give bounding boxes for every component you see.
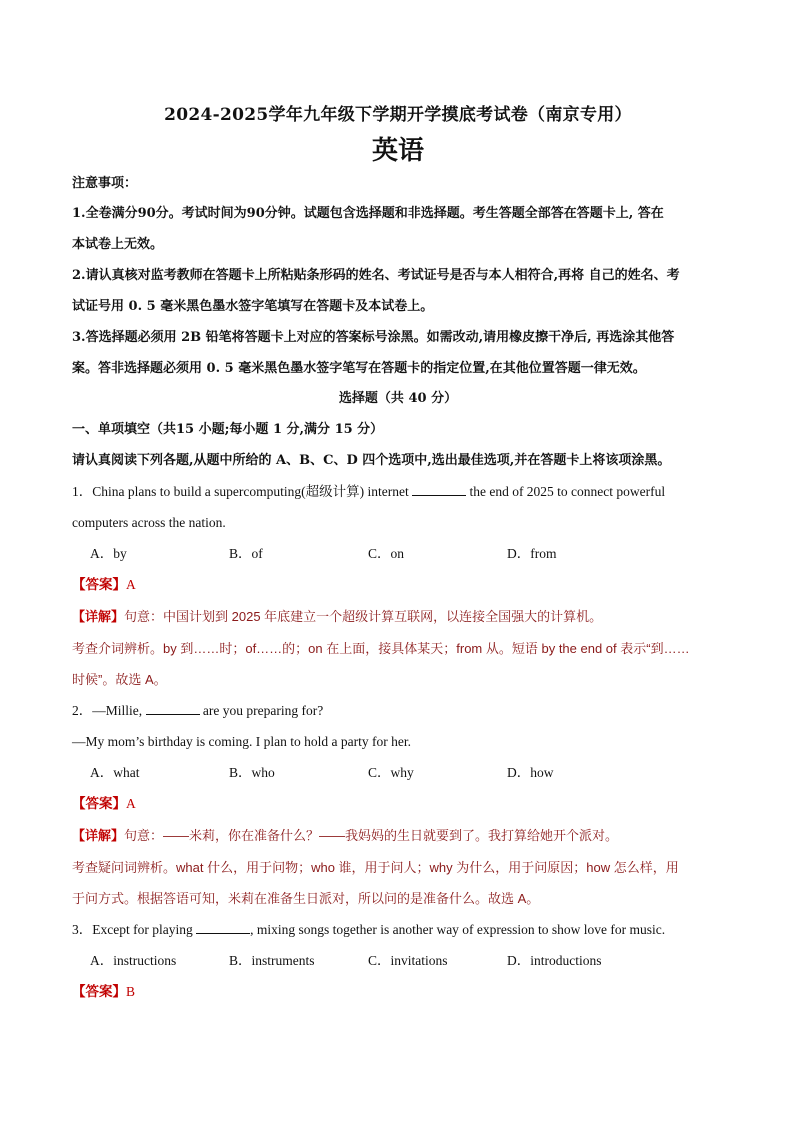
answer-tag: 【答案】: [72, 577, 126, 593]
option-d: D．from: [507, 546, 557, 561]
answer-line: [72, 788, 724, 820]
question-3: [72, 914, 724, 1008]
exam-title: 2024-2025学年九年级下学期开学摸底考试卷（南京专用）: [164, 105, 632, 125]
option-a: A．by: [90, 546, 127, 561]
option-b: B．of: [229, 546, 263, 561]
question-1: [72, 476, 724, 695]
notice-item-2-line-1: 2.请认真核对监考教师在答题卡上所粘贴条形码的姓名、考试证号是否与本人相符合,再将 自己的姓名、考: [72, 268, 680, 283]
answer-value: A: [126, 796, 136, 811]
stem-part: are you preparing for?: [199, 703, 324, 718]
question-stem: [72, 914, 724, 945]
option-row: [72, 945, 724, 976]
option-d: D．introductions: [507, 953, 602, 968]
blank-line: [412, 483, 466, 496]
question-stem: [72, 695, 724, 726]
detail-line-2: 考查介词辨析。by 到……时；of……的；on 在上面，接具体某天；from 从。短语 by the end of 表示“到……: [72, 641, 690, 656]
answer-tag: 【答案】: [72, 984, 126, 1000]
detail-text: 句意：中国计划到 2025 年底建立一个超级计算互联网，以连接全国强大的计算机。: [124, 609, 603, 624]
answer-line: [72, 976, 724, 1008]
blank-line: [196, 921, 250, 934]
blank-line: [146, 702, 200, 715]
detail-line-3: 于问方式。根据答语可知，米莉在准备生日派对，所以问的是准备什么。故选 A。: [72, 891, 540, 906]
part-instruction: 请认真阅读下列各题,从题中所给的 A、B、C、D 四个选项中,选出最佳选项,并在答题卡上将该项涂黑。: [72, 453, 671, 468]
detail-line-1: [72, 820, 724, 852]
stem-part: , mixing songs together is another way of expression to show love for music.: [250, 922, 666, 937]
option-b: B．who: [229, 765, 275, 780]
section-title: 选择题（共 40 分）: [338, 391, 458, 406]
detail-line-3: 时候”。故选 A。: [72, 672, 167, 687]
detail-line-2: 考查疑问词辨析。what 什么，用于问物；who 谁，用于问人；why 为什么，用于问原因；how 怎么样，用: [72, 860, 679, 875]
part-heading: 一、单项填空（共15 小题;每小题 1 分,满分 15 分）: [72, 422, 384, 437]
stem-part: 1．China plans to build a supercomputing(超级计算) internet: [72, 484, 413, 499]
answer-line: [72, 569, 724, 601]
detail-line-1: [72, 601, 724, 633]
exam-page: [72, 104, 724, 1008]
option-row: [72, 538, 724, 569]
stem-part: the end of 2025 to connect powerful: [466, 484, 666, 499]
option-a: A．what: [90, 765, 140, 780]
notice-item-2-line-2: 试证号用 0. 5 毫米黑色墨水签字笔填写在答题卡及本试卷上。: [72, 299, 434, 314]
option-b: B．instruments: [229, 953, 315, 968]
notice-item-1-line-2: 本试卷上无效。: [72, 237, 164, 252]
notice-heading: 注意事项：: [72, 176, 138, 191]
answer-value: A: [126, 577, 136, 592]
option-c: C．on: [368, 546, 405, 561]
subject-title: 英语: [371, 136, 424, 166]
stem-part: 2．—Millie,: [72, 703, 146, 718]
option-d: D．how: [507, 765, 554, 780]
answer-tag: 【答案】: [72, 796, 126, 812]
option-row: [72, 757, 724, 788]
detail-text: 句意：——米莉，你在准备什么？——我妈妈的生日就要到了。我打算给她开个派对。: [124, 828, 619, 843]
question-2: [72, 695, 724, 914]
notice-item-3-line-1: 3.答选择题必须用 2B 铅笔将答题卡上对应的答案标号涂黑。如需改动,请用橡皮擦干净后, 再选涂其他答: [72, 330, 675, 345]
option-c: C．why: [368, 765, 414, 780]
option-c: C．invitations: [368, 953, 448, 968]
detail-tag: 【详解】: [72, 610, 125, 625]
notice-item-1-line-1: 1.全卷满分90分。考试时间为90分钟。试题包含选择题和非选择题。考生答题全部答在答题卡上, 答在: [72, 206, 664, 221]
stem-part: 3．Except for playing: [72, 922, 197, 937]
question-stem: [72, 476, 724, 507]
answer-value: B: [126, 984, 136, 999]
question-stem-continued: computers across the nation.: [72, 515, 226, 530]
detail-tag: 【详解】: [72, 829, 125, 844]
question-stem-continued: —My mom’s birthday is coming. I plan to hold a party for her.: [72, 734, 411, 749]
option-a: A．instructions: [90, 953, 177, 968]
notice-item-3-line-2: 案。答非选择题必须用 0. 5 毫米黑色墨水签字笔写在答题卡的指定位置,在其他位置答题一律无效。: [72, 361, 646, 376]
